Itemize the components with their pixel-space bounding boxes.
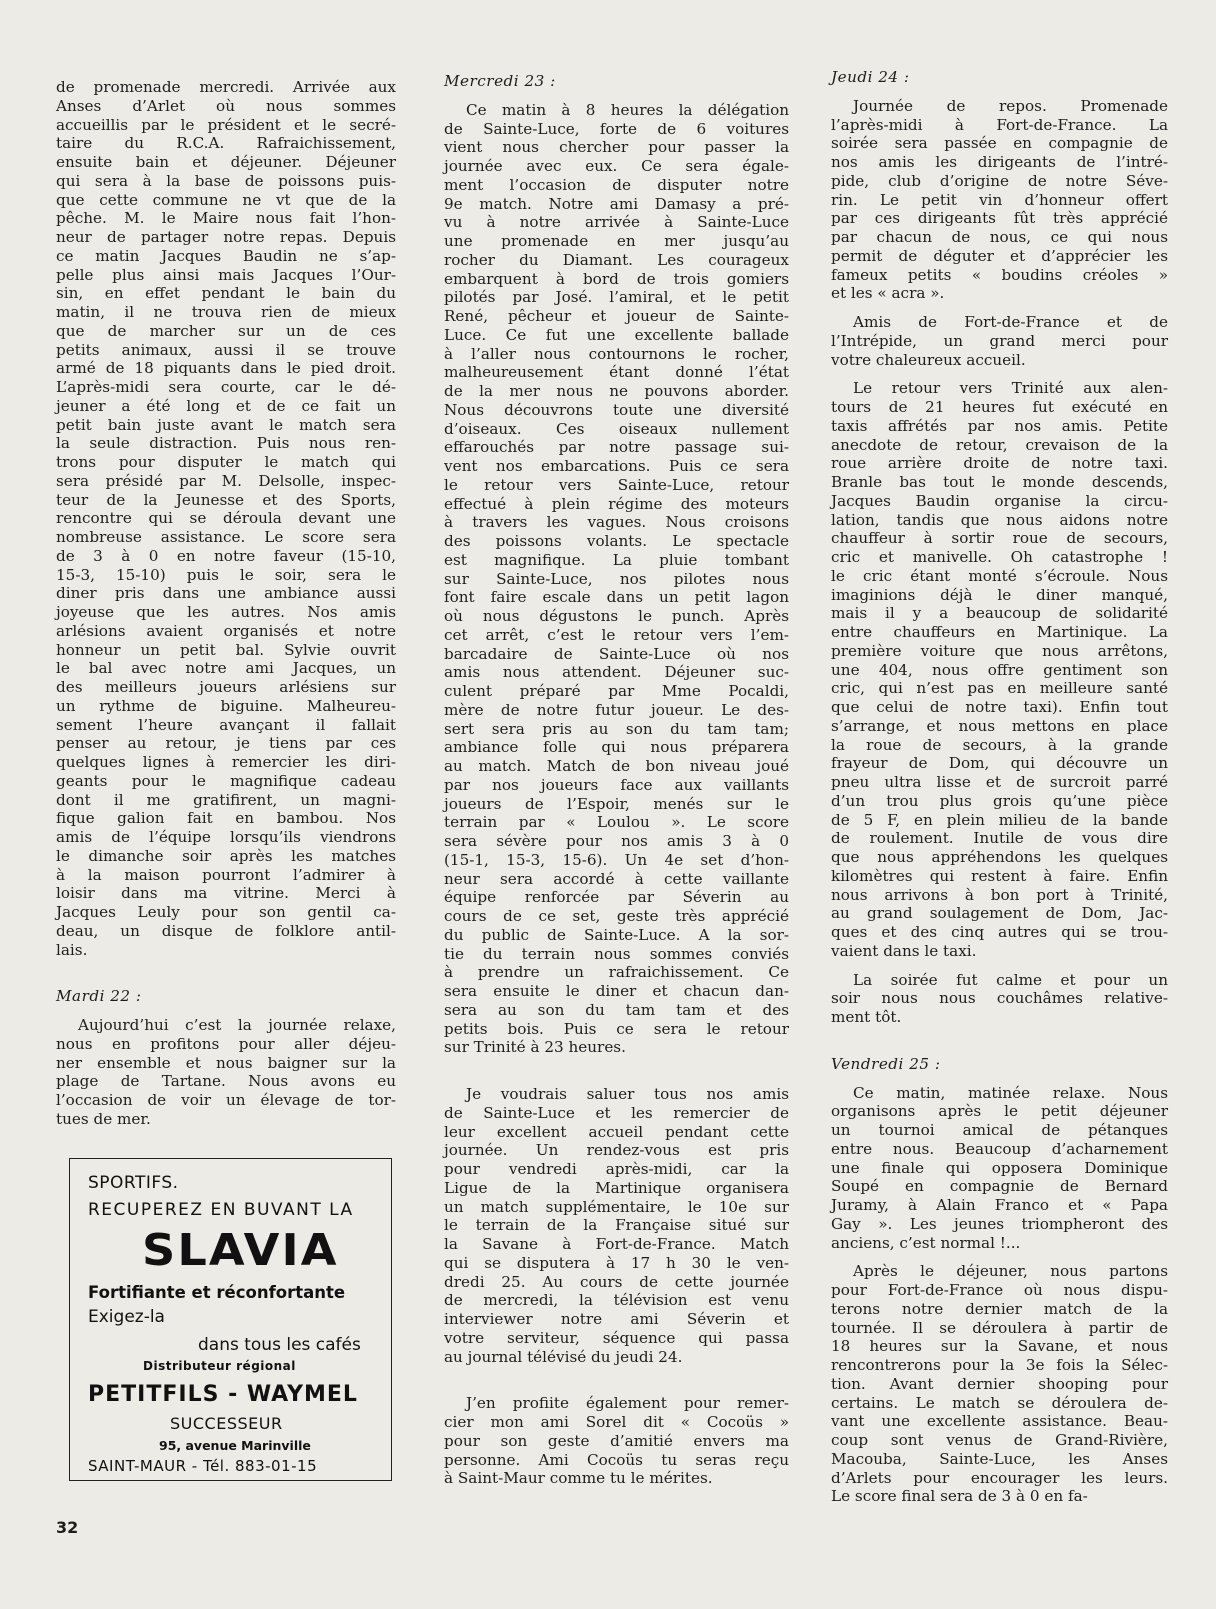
text-line: pour Fort-de-France où nous dispu- — [831, 1281, 1168, 1299]
text-line: que cette commune ne vt que de la — [56, 190, 396, 209]
text-line: amis de l’équipe lorsqu’ils viendrons — [56, 828, 396, 846]
text-line: 18 heures sur la Savane, et nous — [831, 1337, 1168, 1356]
text-line: à Saint-Maur comme tu le mérites. — [444, 1469, 713, 1488]
text-line: au journal télévisé du jeudi 24. — [444, 1347, 683, 1366]
text-line: kilomètres qui restent à faire. Enfin — [831, 866, 1168, 885]
paragraph-vendredi — [831, 1084, 1168, 1253]
ad-line-sportifs: SPORTIFS. — [88, 1173, 179, 1193]
paragraph-mercredi — [444, 101, 789, 1057]
ad-line-address: 95, avenue Marinville — [159, 1438, 311, 1453]
ad-line-fortifiante: Fortifiante et réconfortante — [88, 1283, 346, 1302]
text-line: nombreuse assistance. Le score sera — [56, 528, 396, 546]
text-line: personne. Ami Cocoüs tu seras reçu — [444, 1450, 789, 1469]
text-line: soir nous nous couchâmes relative- — [831, 989, 1168, 1008]
text-line: font faire escale dans un petit lagon — [444, 588, 789, 607]
text-line: pide, club d’origine de notre Séve- — [831, 171, 1168, 190]
text-line: la Savane à Fort-de-France. Match — [444, 1235, 789, 1253]
text-line: mère de notre futur joueur. Le des- — [444, 700, 789, 719]
ad-line-phone: SAINT-MAUR - Tél. 883-01-15 — [88, 1457, 318, 1475]
text-line: ambiance folle qui nous préparera — [444, 738, 789, 757]
text-line: de mercredi, la télévision est venu — [444, 1291, 789, 1310]
text-line: lation, tandis que nous aidons notre — [831, 510, 1168, 529]
text-line: Branle bas tout le monde descends, — [831, 473, 1168, 491]
text-line: tournée. Il se déroulera à partir de — [831, 1318, 1168, 1337]
text-line: un tournoi amical de pétanques — [831, 1121, 1168, 1139]
text-line: arlésions avaient organisés et notre — [56, 621, 396, 640]
text-line: que nous appréhendons les quelques — [831, 848, 1168, 866]
text-line: tion. Avant dernier shooping pour — [831, 1374, 1168, 1393]
text-line: du public de Sainte-Luce. A la sor- — [444, 925, 789, 944]
text-line: (15-1, 15-3, 15-6). Un 4e set d’hon- — [444, 850, 789, 869]
ad-line-recuperez: RECUPEREZ EN BUVANT LA — [88, 1200, 354, 1220]
text-line: L’après-midi sera courte, car le dé- — [56, 378, 396, 396]
text-line: l’Intrépide, un grand merci pour — [831, 331, 1168, 350]
text-line: Aujourd’hui c’est la journée relaxe, — [78, 1016, 396, 1034]
text-line: fameux petits « boudins créoles » — [831, 265, 1168, 284]
text-line: nous arrivons à bon port à Trinité, — [831, 885, 1168, 904]
text-line: soirée sera passée en compagnie de — [831, 134, 1168, 153]
text-line: le terrain de la Française situé sur — [444, 1216, 789, 1235]
text-line: armé de 18 piquants dans le pied droit. — [56, 359, 396, 378]
text-line: de 5 F, en plein milieu de la bande — [831, 810, 1168, 829]
text-line: Macouba, Sainte-Luce, les Anses — [831, 1449, 1168, 1468]
text-line: ment tôt. — [831, 1008, 902, 1026]
text-line: entre chauffeurs en Martinique. La — [831, 623, 1168, 641]
text-line: anecdote de retour, crevaison de la — [831, 435, 1168, 454]
column-1 — [56, 78, 396, 1129]
text-line: Journée de repos. Promenade — [853, 96, 1168, 115]
text-line: vant une excellente assistance. Beau- — [831, 1412, 1168, 1431]
text-line: coup sont venus de Grand-Rivière, — [831, 1431, 1168, 1449]
text-line: cet arrêt, c’est le retour vers l’em- — [444, 625, 789, 644]
text-line: un match supplémentaire, le 10e sur — [444, 1197, 789, 1216]
text-line: nos amis les dirigeants de l’intré- — [831, 153, 1168, 171]
text-line: journée avec eux. Ce sera égale- — [444, 157, 789, 175]
text-line: organisons après le petit déjeuner — [831, 1102, 1168, 1121]
text-line: diner pris dans une ambiance aussi — [56, 584, 396, 603]
text-line: petit bain juste avant le match sera — [56, 415, 396, 434]
text-line: Jacques Baudin organise la circu- — [831, 491, 1168, 510]
text-line: permit de déguter et d’apprécier les — [831, 246, 1168, 265]
text-line: René, pêcheur et joueur de Sainte- — [444, 307, 789, 325]
paragraph-apres-dejeuner — [831, 1262, 1168, 1506]
text-line: Juramy, à Alain Franco et « Papa — [831, 1196, 1168, 1214]
text-line: honneur un petit bal. Sylvie ouvrit — [56, 640, 396, 659]
text-line: de roulement. Inutile de vous dire — [831, 829, 1168, 848]
text-line: tours de 21 heures fut exécuté en — [831, 398, 1168, 416]
text-line: joueurs de l’Espoir, menés sur le — [444, 794, 789, 813]
text-line: geants pour le magnifique cadeau — [56, 771, 396, 790]
text-line: anciens, c’est normal !... — [831, 1233, 1021, 1252]
text-line: pilotés par José. l’amiral, et le petit — [444, 288, 789, 307]
text-line: de Sainte-Luce et les remercier de — [444, 1103, 789, 1122]
text-line: Je voudrais saluer tous nos amis — [466, 1085, 789, 1103]
heading-vendredi-25: Vendredi 25 : — [831, 1054, 941, 1073]
slavia-advertisement — [69, 1158, 392, 1481]
text-line: sert sera pris au son du tam tam; — [444, 719, 789, 738]
paragraph-amis — [831, 313, 1168, 369]
text-line: loisir dans ma vitrine. Merci à — [56, 884, 396, 903]
text-line: terons notre dernier match de la — [831, 1299, 1168, 1318]
ad-line-successeur: SUCCESSEUR — [170, 1414, 283, 1433]
paragraph-arles — [56, 78, 396, 959]
column-2 — [444, 72, 789, 1488]
text-line: taire du R.C.A. Rafraichissement, — [56, 134, 396, 153]
text-line: tie du terrain nous sommes conviés — [444, 944, 789, 963]
text-line: petits bois. Puis ce sera le retour — [444, 1019, 789, 1038]
text-line: pneu ultra lisse et de surcroit parré — [831, 773, 1168, 791]
text-line: des poissons volants. Le spectacle — [444, 532, 789, 550]
text-line: Nous découvrons toute une diversité — [444, 400, 789, 419]
text-line: sera sévère pour nos amis 3 à 0 — [444, 832, 789, 850]
ad-line-cafes: dans tous les cafés — [198, 1335, 361, 1355]
text-line: J’en profiite également pour remer- — [466, 1394, 789, 1413]
text-line: Ce matin à 8 heures la délégation — [466, 100, 789, 119]
text-line: plage de Tartane. Nous avons eu — [56, 1072, 396, 1091]
text-line: tues de mer. — [56, 1109, 151, 1128]
text-line: lais. — [56, 940, 88, 959]
text-line: 9e match. Notre ami Damasy a pré- — [444, 194, 789, 213]
text-line: Après le déjeuner, nous partons — [853, 1262, 1168, 1281]
text-line: des meilleurs joueurs arlésiens sur — [56, 678, 396, 696]
text-line: vent nos embarcations. Puis ce sera — [444, 457, 789, 475]
text-line: frayeur de Dom, qui découvre un — [831, 754, 1168, 773]
text-line: rencontrerons pour la 3e fois la Sélec- — [831, 1356, 1168, 1374]
text-line: cier mon ami Sorel dit « Cocoüs » — [444, 1413, 789, 1431]
text-line: Anses d’Arlet où nous sommes — [56, 96, 396, 115]
text-line: taxis affrétés par nos amis. Petite — [831, 416, 1168, 435]
text-line: ques et des cinq autres qui se trou- — [831, 923, 1168, 941]
text-line: Luce. Ce fut une excellente ballade — [444, 325, 789, 344]
text-line: effarouchés par notre passage sui- — [444, 438, 789, 457]
text-line: sera ensuite le diner et chacun dan- — [444, 982, 789, 1000]
text-line: votre serviteur, séquence qui passa — [444, 1328, 789, 1347]
paragraph-jeudi — [831, 97, 1168, 303]
text-line: par ces dirigeants fût très apprécié — [831, 209, 1168, 228]
text-line: rocher du Diamant. Les courageux — [444, 250, 789, 269]
text-line: à la maison pourront l’admirer à — [56, 865, 396, 884]
text-line: trons pour disputer le match qui — [56, 453, 396, 471]
text-line: culent préparé par Mme Pocaldi, — [444, 682, 789, 700]
text-line: vu à notre arrivée à Sainte-Luce — [444, 213, 789, 232]
text-line: votre chaleureux accueil. — [831, 350, 1026, 369]
text-line: journée. Un rendez-vous est pris — [444, 1141, 789, 1160]
text-line: au match. Match de bon niveau joué — [444, 757, 789, 775]
ad-line-distributor-name: PETITFILS - WAYMEL — [88, 1382, 358, 1407]
text-line: le bal avec notre ami Jacques, un — [56, 659, 396, 678]
text-line: amis nous attendent. Déjeuner suc- — [444, 663, 789, 682]
text-line: la seule distraction. Puis nous ren- — [56, 434, 396, 453]
text-line: terrain par « Loulou ». Le score — [444, 813, 789, 832]
text-line: Le score final sera de 3 à 0 en fa- — [831, 1487, 1088, 1506]
text-line: interviewer notre ami Séverin et — [444, 1310, 789, 1328]
text-line: sin, en effet pendant le bain du — [56, 284, 396, 303]
text-line: vient nous chercher pour passer la — [444, 138, 789, 157]
column-3 — [831, 68, 1168, 1506]
paragraph-saluer — [444, 1085, 789, 1366]
text-line: ment l’occasion de disputer notre — [444, 175, 789, 194]
text-line: embarquent à bord de trois gomiers — [444, 269, 789, 288]
text-line: d’oiseaux. Ces oiseaux nullement — [444, 419, 789, 438]
paragraph-soiree — [831, 971, 1168, 1027]
text-line: l’après-midi à Fort-de-France. La — [831, 115, 1168, 134]
text-line: deau, un disque de folklore antil- — [56, 921, 396, 940]
paragraph-cocous — [444, 1394, 789, 1488]
text-line: de Sainte-Luce, forte de 6 voitures — [444, 119, 789, 138]
text-line: Amis de Fort-de-France et de — [853, 313, 1168, 331]
ad-line-distributeur: Distributeur régional — [143, 1359, 296, 1373]
heading-mardi-22: Mardi 22 : — [56, 987, 142, 1006]
text-line: et les « acra ». — [831, 284, 945, 303]
text-line: neur sera accordé à cette vaillante — [444, 869, 789, 888]
text-line: cric et manivelle. Oh catastrophe ! — [831, 548, 1168, 566]
text-line: petits animaux, aussi il se trouve — [56, 340, 396, 359]
text-line: cours de ce set, geste très apprécié — [444, 907, 789, 925]
text-line: que celui de notre taxi). Enfin tout — [831, 698, 1168, 716]
text-line: quelques lignes à remercier les diri- — [56, 753, 396, 771]
text-line: une finale qui opposera Dominique — [831, 1158, 1168, 1177]
text-line: ner ensemble et nous baigner sur la — [56, 1053, 396, 1072]
text-line: où nous dégustons le punch. Après — [444, 607, 789, 625]
text-line: rin. Le petit vin d’honneur offert — [831, 190, 1168, 209]
text-line: dredi 25. Au cours de cette journée — [444, 1272, 789, 1291]
text-line: à l’aller nous contournons le rocher, — [444, 344, 789, 363]
text-line: l’occasion de voir un élevage de tor- — [56, 1091, 396, 1109]
text-line: effectué à plein régime des moteurs — [444, 494, 789, 513]
text-line: la roue de secours, à la grande — [831, 735, 1168, 754]
heading-jeudi-24: Jeudi 24 : — [831, 68, 910, 86]
text-line: à travers les vagues. Nous croisons — [444, 513, 789, 532]
text-line: pêche. M. le Maire nous fait l’hon- — [56, 209, 396, 228]
text-line: une 404, nous offre gentiment son — [831, 660, 1168, 679]
text-line: d’Arlets pour encourager les leurs. — [831, 1468, 1168, 1487]
text-line: Ligue de la Martinique organisera — [444, 1178, 789, 1197]
text-line: fique galion fait en bambou. Nos — [56, 809, 396, 828]
text-line: nous en profitons pour aller déjeu- — [56, 1034, 396, 1053]
text-line: vaient dans le taxi. — [831, 941, 977, 960]
text-line: Gay ». Les jeunes triompheront des — [831, 1214, 1168, 1233]
text-line: mais il y a beaucoup de solidarité — [831, 604, 1168, 623]
text-line: 15-3, 15-10) puis le soir, sera le — [56, 565, 396, 584]
text-line: Le retour vers Trinité aux alen- — [853, 379, 1168, 398]
text-line: sera présidé par M. Delsolle, inspec- — [56, 471, 396, 490]
text-line: rencontre qui se déroula devant une — [56, 509, 396, 528]
text-line: barcadaire de Sainte-Luce où nos — [444, 644, 789, 663]
text-line: à prendre un rafraichissement. Ce — [444, 963, 789, 982]
paragraph-mardi — [56, 1016, 396, 1129]
page-number: 32 — [56, 1518, 79, 1537]
text-line: le retour vers Sainte-Luce, retour — [444, 475, 789, 494]
text-line: que de marcher sur un de ces — [56, 321, 396, 340]
text-line: Jacques Leuly pour son gentil ca- — [56, 903, 396, 921]
text-line: d’un trou plus grois qu’une pièce — [831, 791, 1168, 810]
text-line: matin, il ne trouva rien de mieux — [56, 303, 396, 321]
text-line: première voiture que nous arrêtons, — [831, 641, 1168, 660]
text-line: Soupé en compagnie de Bernard — [831, 1177, 1168, 1196]
text-line: dont il me gratifirent, un magni- — [56, 790, 396, 809]
text-line: neur de partager notre repas. Depuis — [56, 228, 396, 246]
text-line: de la mer nous ne pouvons aborder. — [444, 382, 789, 400]
text-line: sement l’heure avançant il fallait — [56, 715, 396, 734]
text-line: sera au son du tam tam et des — [444, 1000, 789, 1019]
text-line: joyeuse que les autres. Nos amis — [56, 603, 396, 621]
text-line: équipe renforcée par Séverin au — [444, 888, 789, 907]
text-line: leur excellent accueil pendant cette — [444, 1122, 789, 1141]
text-line: ensuite bain et déjeuner. Déjeuner — [56, 153, 396, 171]
text-line: ce matin Jacques Baudin ne s’ap- — [56, 246, 396, 265]
text-line: cric, qui n’est pas en meilleure santé — [831, 679, 1168, 698]
text-line: un rythme de biguine. Malheureu- — [56, 696, 396, 715]
text-line: jeuner a été long et de ce fait un — [56, 396, 396, 415]
text-line: de 3 à 0 en notre faveur (15-10, — [56, 546, 396, 565]
text-line: au grand soulagement de Dom, Jac- — [831, 904, 1168, 923]
text-line: qui se disputera à 17 h 30 le ven- — [444, 1253, 789, 1272]
text-line: Ce matin, matinée relaxe. Nous — [853, 1083, 1168, 1102]
text-line: par chacun de nous, ce qui nous — [831, 228, 1168, 246]
text-line: certains. Le match se déroulera de- — [831, 1393, 1168, 1412]
text-line: pelle plus ainsi mais Jacques l’Our- — [56, 265, 396, 284]
text-line: imaginions déjà le diner manqué, — [831, 585, 1168, 604]
text-line: par nos joueurs face aux vaillants — [444, 775, 789, 794]
text-line: La soirée fut calme et pour un — [853, 970, 1168, 989]
text-line: pour son geste d’amitié envers ma — [444, 1431, 789, 1450]
text-line: le cric étant monté s’écroule. Nous — [831, 566, 1168, 585]
paragraph-retour — [831, 379, 1168, 960]
text-line: accueillis par le président et le secré- — [56, 115, 396, 134]
text-line: teur de la Jeunesse et des Sports, — [56, 490, 396, 509]
text-line: malheureusement étant donné l’état — [444, 363, 789, 382]
text-line: chauffeur à sortir roue de secours, — [831, 529, 1168, 548]
text-line: une promenade en mer jusqu’au — [444, 232, 789, 250]
text-line: roue arrière droite de notre taxi. — [831, 454, 1168, 473]
ad-brand-logo: SLAVIA — [142, 1225, 339, 1276]
text-line: sur Sainte-Luce, nos pilotes nous — [444, 569, 789, 588]
text-line: le dimanche soir après les matches — [56, 846, 396, 865]
heading-mercredi-23: Mercredi 23 : — [444, 72, 556, 90]
text-line: penser au retour, je tiens par ces — [56, 734, 396, 753]
text-line: de promenade mercredi. Arrivée aux — [56, 78, 396, 96]
text-line: est magnifique. La pluie tombant — [444, 550, 789, 569]
text-line: entre nous. Beaucoup d’acharnement — [831, 1139, 1168, 1158]
text-line: sur Trinité à 23 heures. — [444, 1038, 626, 1057]
ad-line-exigez: Exigez-la — [88, 1307, 165, 1327]
text-line: qui sera à la base de poissons puis- — [56, 171, 396, 190]
text-line: s’arrange, et nous mettons en place — [831, 716, 1168, 735]
text-line: pour vendredi après-midi, car la — [444, 1160, 789, 1178]
